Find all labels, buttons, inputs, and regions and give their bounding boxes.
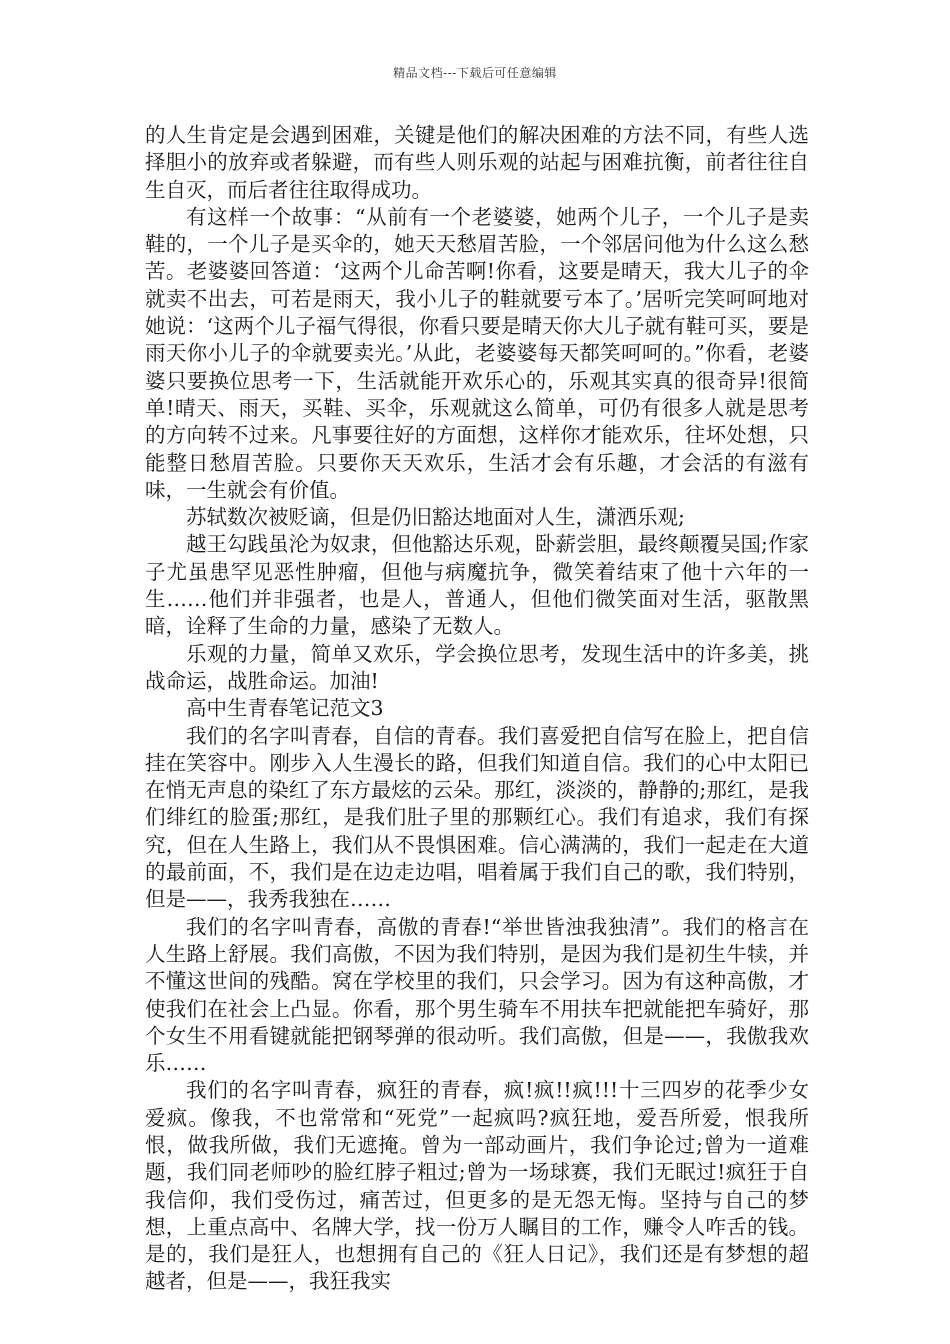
paragraph-7: 我们的名字叫青春，高傲的青春!“举世皆浊我独清”。我们的格言在人生路上舒展。我们高傲，不因为我们特别，是因为我们是初生牛犊，并不懂这世间的残酷。窝在学校里的我们，只会学习。因为有这种高傲，才使我们在社会上凸显。你看，那个男生骑车不用扶车把就能把车骑好，那个女生不用看键就能把钢琴弹的很动听。我们高傲，但是——，我傲我欢乐…… — [145, 914, 809, 1076]
paragraph-4: 越王勾践虽沦为奴隶，但他豁达乐观，卧薪尝胆，最终颠覆吴国;作家子尤虽患罕见恶性肿瘤，但他与病魔抗争，微笑着结束了他十六年的一生……他们并非强者，也是人，普通人，但他们微笑面对生活，驱散黑暗，诠释了生命的力量，感染了无数人。 — [145, 532, 809, 639]
paragraph-3: 苏轼数次被贬谪，但是仍旧豁达地面对人生，潇洒乐观; — [186, 505, 685, 530]
paragraph-6: 我们的名字叫青春，自信的青春。我们喜爱把自信写在脸上，把自信挂在笑容中。刚步入人生漫长的路，但我们知道自信。我们的心中太阳已在悄无声息的染红了东方最炫的云朵。那红，淡淡的，静静的;那红，是我们绯红的脸蛋;那红，是我们肚子里的那颗红心。我们有追求，我们有探究，但在人生路上，我们从不畏惧困难。信心满满的，我们一起走在大道的最前面，不，我们是在边走边唱，唱着属于我们自己的歌，我们特别，但是——，我秀我独在…… — [145, 723, 809, 912]
page-header: 精品文档---下载后可任意编辑 — [393, 66, 557, 80]
paragraph-1: 的人生肯定是会遇到困难，关键是他们的解决困难的方法不同，有些人选择胆小的放弃或者躲避，而有些人则乐观的站起与困难抗衡，前者往往自生自灭，而后者往往取得成功。 — [145, 123, 809, 202]
paragraph-2: 有这样一个故事：“从前有一个老婆婆，她两个儿子，一个儿子是卖鞋的，一个儿子是买伞的，她天天愁眉苦脸，一个邻居问他为什么这么愁苦。老婆婆回答道：‘这两个儿命苦啊!你看，这要是晴天，我大儿子的伞就卖不出去，可若是雨天，我小儿子的鞋就要亏本了。’居听完笑呵呵地对她说：‘这两个儿子福气得很，你看只要是晴天你大儿子就有鞋可买，要是雨天你小儿子的伞就要卖光。’从此，老婆婆每天都笑呵呵的。”你看，老婆婆只要换位思考一下，生活就能开欢乐心的，乐观其实真的很奇异!很简单!晴天、雨天，买鞋、买伞，乐观就这么简单，可仍有很多人就是思考的方向转不过来。凡事要往好的方面想，这样你才能欢乐，往坏处想，只能整日愁眉苦脸。只要你天天欢乐，生活才会有乐趣，才会活的有滋有味，一生就会有价值。 — [145, 204, 809, 502]
section-title: 高中生青春笔记范文3 — [186, 696, 384, 721]
document-body — [145, 122, 809, 1296]
paragraph-5: 乐观的力量，简单又欢乐，学会换位思考，发现生活中的许多美，挑战命运，战胜命运。加油! — [145, 641, 809, 693]
paragraph-8: 我们的名字叫青春，疯狂的青春，疯!疯!!疯!!!十三四岁的花季少女爱疯。像我，不也常常和“死党”一起疯吗?疯狂地，爱吾所爱，恨我所恨，做我所做，我们无遮掩。曾为一部动画片，我们争论过;曾为一道难题，我们同老师吵的脸红脖子粗过;曾为一场球赛，我们无眠过!疯狂于自我信仰，我们受伤过，痛苦过，但更多的是无怨无悔。坚持与自己的梦想，上重点高中、名牌大学，找一份万人瞩目的工作，赚令人咋舌的钱。是的，我们是狂人，也想拥有自己的《狂人日记》，我们还是有梦想的超越者，但是——，我狂我实 — [145, 1078, 809, 1294]
